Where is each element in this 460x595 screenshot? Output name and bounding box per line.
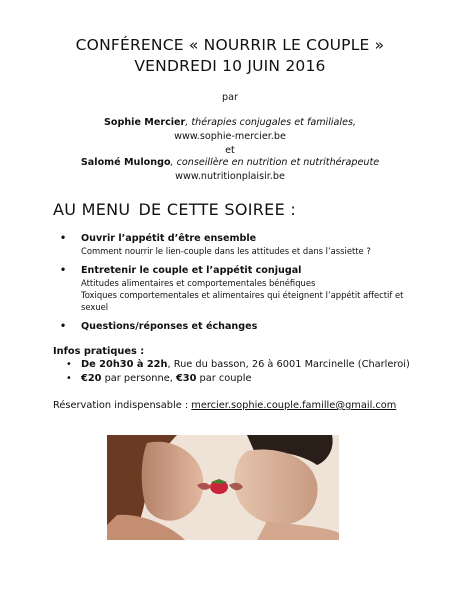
speaker2-role: , conseillère en nutrition et nutrithérapeute <box>170 157 380 168</box>
speaker2-website[interactable]: www.nutritionplaisir.be <box>175 171 285 182</box>
speaker2-line <box>0 157 460 168</box>
reservation-email-link[interactable]: mercier.sophie.couple.famille@gmail.com <box>191 400 397 411</box>
speaker1-role: , thérapies conjugales et familiales, <box>185 117 357 128</box>
bullet-icon: • <box>66 359 72 370</box>
price-person-label: par personne, <box>101 373 176 384</box>
infos-heading: Infos pratiques : <box>53 346 145 357</box>
price-couple-label: par couple <box>196 373 252 384</box>
infos-address: , Rue du basson, 26 à 6001 Marcinelle (Charleroi) <box>167 359 410 370</box>
price-couple: €30 <box>175 373 197 384</box>
menu-heading-a: AU MENU <box>53 200 131 219</box>
speaker2-name: Salomé Mulongo <box>80 157 171 168</box>
speaker1-website[interactable]: www.sophie-mercier.be <box>174 131 286 142</box>
conference-title: CONFÉRENCE « NOURRIR LE COUPLE » <box>75 36 385 54</box>
price-person: €20 <box>81 373 102 384</box>
speaker1-line <box>0 117 460 128</box>
menu-heading-b: DE CETTE SOIREE : <box>138 200 297 219</box>
menu-item-2-description-2: Toxiques comportementales et alimentaires qui éteignent l’appétit affectif et <box>81 290 404 300</box>
bullet-icon: • <box>66 373 72 384</box>
par-label: par <box>222 92 238 103</box>
infos-time: De 20h30 à 22h <box>81 359 168 370</box>
menu-item-1-label: Ouvrir l’appétit d’être ensemble <box>81 233 257 244</box>
couple-photo <box>107 435 339 540</box>
reservation-line <box>53 400 396 411</box>
menu-item-2-label: Entretenir le couple et l’appétit conjugal <box>81 265 302 276</box>
bullet-icon: • <box>60 233 67 244</box>
menu-item-2-description-3: sexuel <box>81 302 109 312</box>
et-label: et <box>225 145 235 156</box>
reservation-label: Réservation indispensable : <box>53 400 192 411</box>
speaker1-name: Sophie Mercier <box>103 117 186 128</box>
menu-item-2-description-1: Attitudes alimentaires et comportementales bénéfiques <box>81 278 316 288</box>
bullet-icon: • <box>60 265 67 276</box>
menu-item-1-description: Comment nourrir le lien-couple dans les attitudes et dans l’assiette ? <box>81 246 371 256</box>
menu-item-3-label: Questions/réponses et échanges <box>81 321 258 332</box>
bullet-icon: • <box>60 321 67 332</box>
conference-date: VENDREDI 10 JUIN 2016 <box>134 57 326 75</box>
menu-heading <box>53 200 296 219</box>
couple-photo-illustration <box>107 435 339 540</box>
